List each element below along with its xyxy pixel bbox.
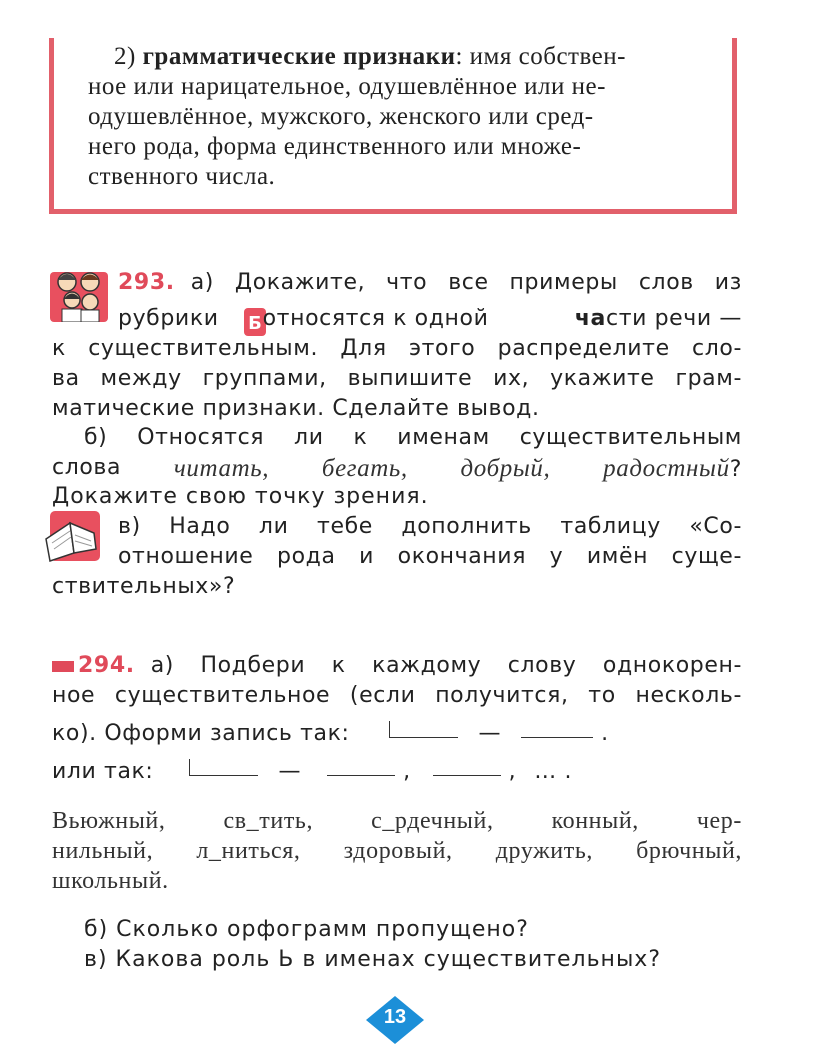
word-list-line-2: нильный, л_ниться, здоровый, дружить, брючный,	[52, 838, 742, 864]
ex294-question-c: в) Какова роль Ь в именах существительных?	[84, 947, 662, 972]
rule-line: : имя собствен-	[455, 43, 626, 70]
word-dobryi: добрый,	[460, 455, 551, 482]
ex293-line-8: Докажите свою точку зрения.	[52, 484, 429, 509]
word-list-line-1: Вьюжный, св_тить, с_рдечный, конный, чер-	[52, 808, 742, 834]
answer-blank	[521, 721, 593, 738]
ex293-line-10: отношение рода и окончания у имён суще-	[118, 544, 742, 569]
rule-line: ное или нарицательное, одушевлённое или не-	[88, 73, 606, 100]
page-number: 13	[383, 1006, 407, 1028]
word-chitat: читать,	[173, 455, 270, 482]
rule-text	[88, 42, 728, 192]
ex294-line-2: ное существительное (если получится, то несколь-	[52, 683, 742, 708]
ex293-line-7: слова читать, бегать, добрый, радостный?	[52, 455, 742, 482]
answer-blank	[327, 759, 395, 776]
word-radostnyi: радостный	[603, 455, 730, 482]
word-begat: бегать,	[321, 455, 408, 482]
answer-blank	[433, 759, 501, 776]
exercise-number-294: 294.	[78, 653, 135, 678]
ex293-text: а) Докажите, что все примеры слов из	[190, 270, 742, 295]
rule-line: ственного числа.	[88, 163, 276, 190]
root-mark-blank	[189, 759, 258, 776]
ex293-line-11: ствительных»?	[52, 574, 236, 599]
exercise-number-293: 293.	[118, 270, 175, 295]
ex293-line-9: в) Надо ли тебе дополнить таблицу «Со-	[118, 514, 742, 539]
ex293-line-6: б) Относятся ли к именам существительным	[84, 425, 742, 450]
ex293-line-3: к существительным. Для этого распределите сло-	[52, 336, 742, 361]
word-list-line-3: школьный.	[52, 868, 169, 894]
rule-line: него рода, форма единственного или множе-	[88, 133, 582, 160]
ex294-line-3: ко). Оформи запись так: — .	[52, 721, 609, 746]
ex293-line-4: ва между группами, выпишите их, укажите грам-	[52, 366, 742, 391]
ex293-line-1	[118, 270, 742, 295]
ex294-line-4: или так: — , , … .	[52, 759, 573, 784]
ex294-line-1: 294. а) Подбери к каждому слову однокорен-	[52, 653, 742, 678]
open-book-icon	[44, 509, 104, 565]
ex293-line-2: рубрики относятся к одной части речи —	[118, 306, 742, 331]
exercise-marker-square	[52, 661, 74, 672]
rule-line: одушевлённое, мужского, женского или сред-	[88, 103, 594, 130]
pair-work-icon	[50, 266, 108, 322]
ex294-question-b: б) Сколько орфограмм пропущено?	[84, 917, 529, 942]
root-mark-blank	[389, 721, 458, 738]
rule-term: грамматические признаки	[142, 43, 456, 70]
rule-item-number: 2)	[114, 43, 136, 70]
svg-text:Б: Б	[248, 313, 262, 334]
ex293-line-5: матические признаки. Сделайте вывод.	[52, 396, 540, 421]
